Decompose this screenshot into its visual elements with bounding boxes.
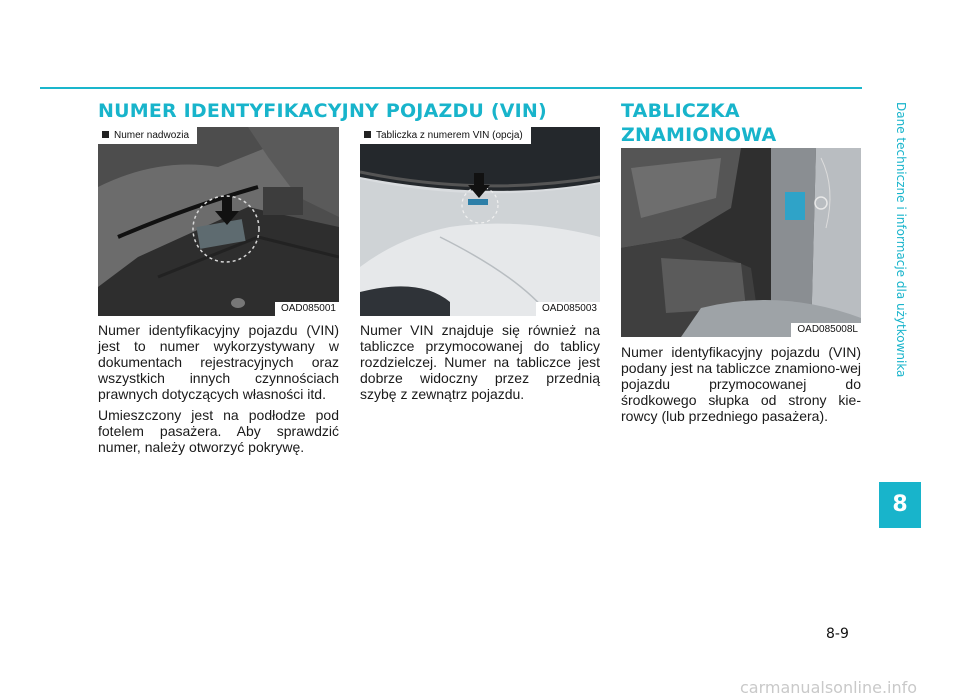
title-line-1: TABLICZKA ZNAMIONOWA	[621, 100, 777, 146]
floor-illustration	[98, 127, 339, 316]
page-number: 8-9	[826, 626, 849, 642]
photo-vin-floor	[98, 127, 339, 316]
side-tab-chapter-title: Dane techniczne i informacje dla użytkownika	[894, 102, 908, 378]
pillar-illustration	[621, 148, 861, 337]
bullet-square-icon	[102, 131, 109, 138]
footer-watermark: carmanualsonline.info	[740, 678, 918, 697]
paragraph-plate-1: Numer identyfikacyjny pojazdu (VIN) podany jest na tabliczce znamiono-wej pojazdu przymocowanej do środkowego słupka od strony kie-rowcy (lub przedniego pasażera).	[621, 344, 861, 424]
tag-label: Tabliczka z numerem VIN (opcja)	[376, 130, 523, 141]
section-title-vin: NUMER IDENTYFIKACYJNY POJAZDU (VIN)	[98, 100, 547, 122]
paragraph-vin-3: Numer VIN znajduje się również na tabliczce przymocowanej do tablicy rozdzielczej. Numer na tabliczce jest dobrze widoczny przez przednią szybę z zewnątrz pojazdu.	[360, 322, 600, 402]
photo-tag-vin-plate	[360, 127, 531, 144]
windshield-illustration	[360, 127, 600, 316]
chapter-number-badge: 8	[879, 482, 921, 528]
photo-code: OAD085008L	[791, 323, 861, 337]
paragraph-vin-2: Umieszczony jest na podłodze pod fotelem pasażera. Aby sprawdzić numer, należy otworzyć pokrywę.	[98, 407, 339, 455]
bullet-square-icon	[364, 131, 371, 138]
photo-tag-body-number	[98, 127, 197, 144]
photo-vin-windshield	[360, 127, 600, 316]
photo-code: OAD085003	[536, 302, 600, 316]
tag-label: Numer nadwozia	[114, 130, 190, 141]
top-rule	[40, 87, 862, 89]
photo-code: OAD085001	[275, 302, 339, 316]
photo-plate-pillar	[621, 148, 861, 337]
paragraph-vin-1: Numer identyfikacyjny pojazdu (VIN) jest to numer wykorzystywany w dokumentach rejestracyjnych oraz wszystkich innych czynnościach prawnych dotyczących własności itd.	[98, 322, 339, 402]
